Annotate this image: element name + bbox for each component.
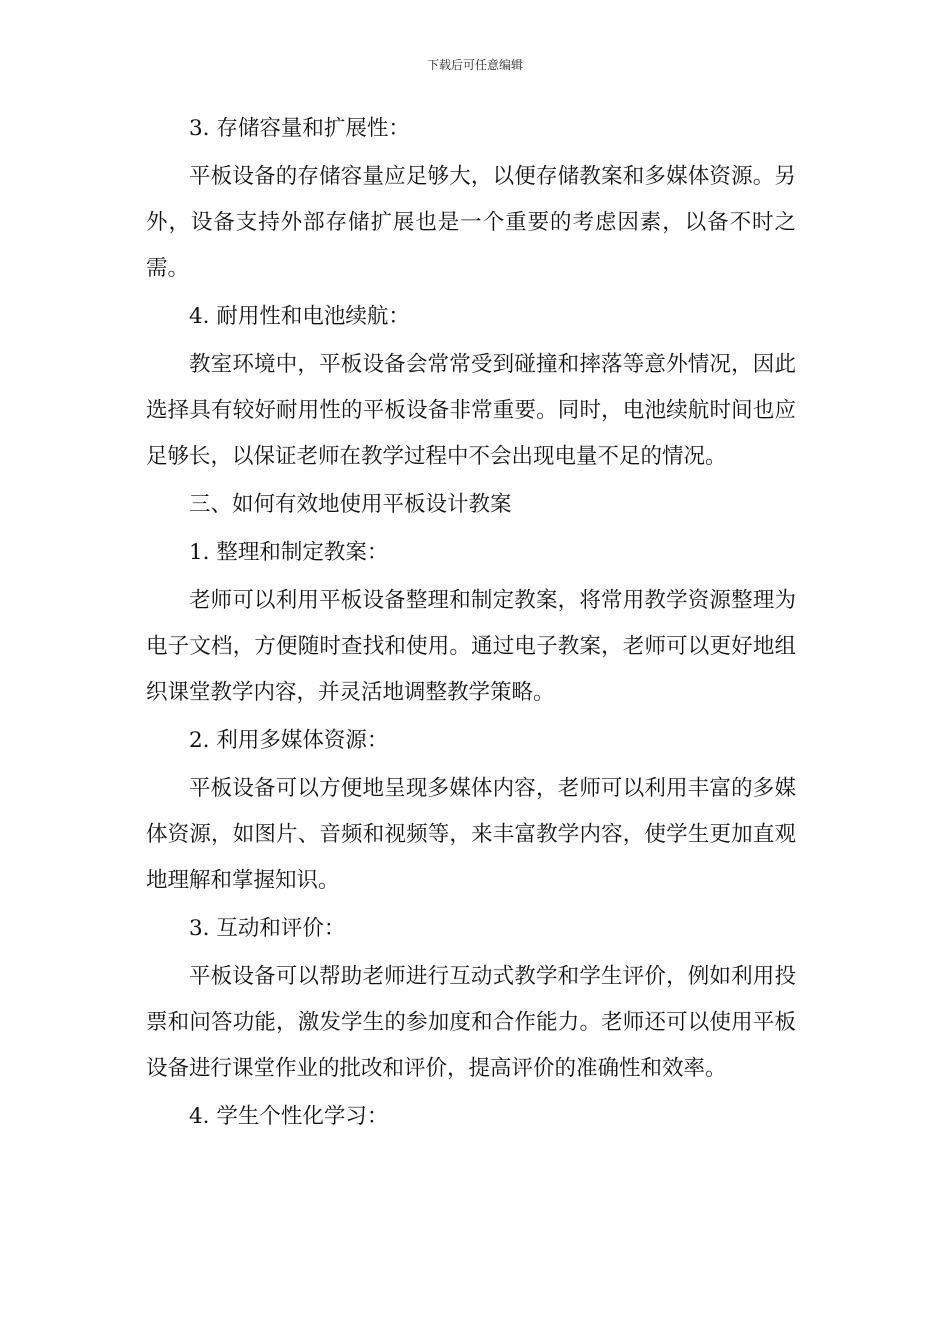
chapter-heading-effective-use: 三、如何有效地使用平板设计教案 [189,492,512,517]
section-heading-personalized: 4. 学生个性化学习： [189,1104,389,1129]
section-heading-storage: 3. 存储容量和扩展性： [189,116,410,141]
section-heading-multimedia: 2. 利用多媒体资源： [189,728,389,753]
section-heading-durability: 4. 耐用性和电池续航： [189,304,410,329]
paragraph-organize: 老师可以利用平板设备整理和制定教案，将常用教学资源整理为电子文档，方便随时查找和使用。通过电子教案，老师可以更好地组织课堂教学内容，并灵活地调整教学策略。 [146,588,796,705]
section-heading-interaction: 3. 互动和评价： [189,916,346,941]
page-header: 下载后可任意编辑 [426,58,523,72]
paragraph-storage: 平板设备的存储容量应足够大，以便存储教案和多媒体资源。另外，设备支持外部存储扩展也是一个重要的考虑因素，以备不时之需。 [146,164,796,281]
paragraph-interaction: 平板设备可以帮助老师进行互动式教学和学生评价，例如利用投票和问答功能，激发学生的参加度和合作能力。老师还可以使用平板设备进行课堂作业的批改和评价，提高评价的准确性和效率。 [146,964,796,1081]
document-body [146,106,796,1142]
paragraph-durability: 教室环境中，平板设备会常常受到碰撞和摔落等意外情况，因此选择具有较好耐用性的平板设备非常重要。同时，电池续航时间也应足够长，以保证老师在教学过程中不会出现电量不足的情况。 [146,352,796,469]
paragraph-multimedia: 平板设备可以方便地呈现多媒体内容，老师可以利用丰富的多媒体资源，如图片、音频和视频等，来丰富教学内容，使学生更加直观地理解和掌握知识。 [146,776,796,893]
section-heading-organize: 1. 整理和制定教案： [189,540,389,565]
